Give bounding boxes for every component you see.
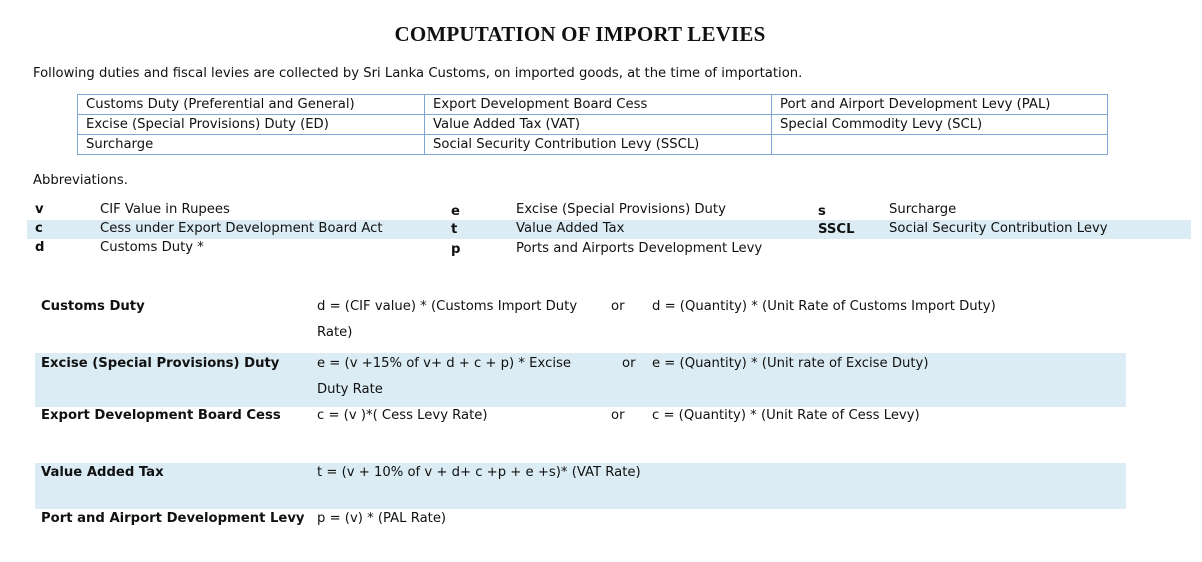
formula-alternative: c = (Quantity) * (Unit Rate of Cess Levy): [652, 408, 920, 423]
abbreviation-meaning: Excise (Special Provisions) Duty: [516, 202, 726, 217]
formula-expression: e = (v +15% of v+ d + c + p) * Excise: [317, 356, 571, 371]
abbreviation-code: s: [818, 204, 826, 219]
table-cell: Value Added Tax (VAT): [425, 115, 772, 135]
formula-alternative: e = (Quantity) * (Unit rate of Excise Duty): [652, 356, 929, 371]
page-title: COMPUTATION OF IMPORT LEVIES: [394, 22, 766, 46]
formula-customs-duty: [35, 296, 1126, 346]
abbreviation-code: SSCL: [818, 222, 855, 237]
formula-or: or: [611, 299, 625, 314]
formula-expression: t = (v + 10% of v + d+ c +p + e +s)* (VAT Rate): [317, 465, 641, 480]
table-cell: Surcharge: [78, 135, 425, 155]
abbreviation-meaning: Value Added Tax: [516, 221, 625, 236]
abbreviation-code: c: [35, 221, 43, 236]
abbreviation-code: p: [451, 242, 461, 257]
formula-expression: p = (v) * (PAL Rate): [317, 511, 447, 526]
formula-expression: c = (v )*( Cess Levy Rate): [317, 408, 488, 423]
formula-or: or: [611, 408, 625, 423]
formula-or: or: [622, 356, 636, 371]
table-cell: Export Development Board Cess: [425, 95, 772, 115]
abbreviation-code: e: [451, 204, 460, 219]
table-row: [78, 115, 1108, 135]
formula-pal: [35, 510, 1126, 534]
abbreviation-code: d: [35, 240, 45, 255]
table-cell: Special Commodity Levy (SCL): [772, 115, 1108, 135]
table-row: [78, 135, 1108, 155]
abbreviation-meaning: Surcharge: [889, 202, 957, 217]
formula-excise-duty: [35, 353, 1126, 407]
formula-label: Value Added Tax: [41, 465, 164, 480]
abbreviations-heading: Abbreviations.: [33, 173, 128, 188]
formula-label: Export Development Board Cess: [41, 408, 281, 423]
formula-continuation: Rate): [317, 325, 353, 340]
table-cell: Port and Airport Development Levy (PAL): [772, 95, 1108, 115]
formula-label: Customs Duty: [41, 299, 145, 314]
formula-cess: [35, 407, 1126, 437]
abbreviation-row: [27, 220, 1191, 239]
intro-text: Following duties and fiscal levies are collected by Sri Lanka Customs, on imported goods, at the time of importation.: [33, 66, 803, 81]
abbreviation-row: [27, 201, 1191, 220]
abbreviation-code: t: [451, 222, 458, 237]
formula-expression: d = (CIF value) * (Customs Import Duty: [317, 299, 578, 314]
abbreviation-meaning: Social Security Contribution Levy: [889, 221, 1108, 236]
table-cell: Excise (Special Provisions) Duty (ED): [78, 115, 425, 135]
table-row: [78, 95, 1108, 115]
abbreviation-meaning: Ports and Airports Development Levy: [516, 241, 763, 256]
abbreviation-code: v: [35, 202, 44, 217]
table-cell: [772, 135, 1108, 155]
abbreviation-row: [27, 239, 1191, 258]
abbreviation-meaning: Customs Duty *: [100, 240, 204, 255]
formula-label: Excise (Special Provisions) Duty: [41, 356, 280, 371]
formula-continuation: Duty Rate: [317, 382, 383, 397]
formula-label: Port and Airport Development Levy: [41, 511, 305, 526]
table-cell: Social Security Contribution Levy (SSCL): [425, 135, 772, 155]
levies-table: [77, 94, 1108, 155]
formula-alternative: d = (Quantity) * (Unit Rate of Customs Import Duty): [652, 299, 996, 314]
abbreviation-meaning: CIF Value in Rupees: [100, 202, 230, 217]
table-cell: Customs Duty (Preferential and General): [78, 95, 425, 115]
abbreviation-meaning: Cess under Export Development Board Act: [100, 221, 383, 236]
formula-vat: [35, 463, 1126, 509]
